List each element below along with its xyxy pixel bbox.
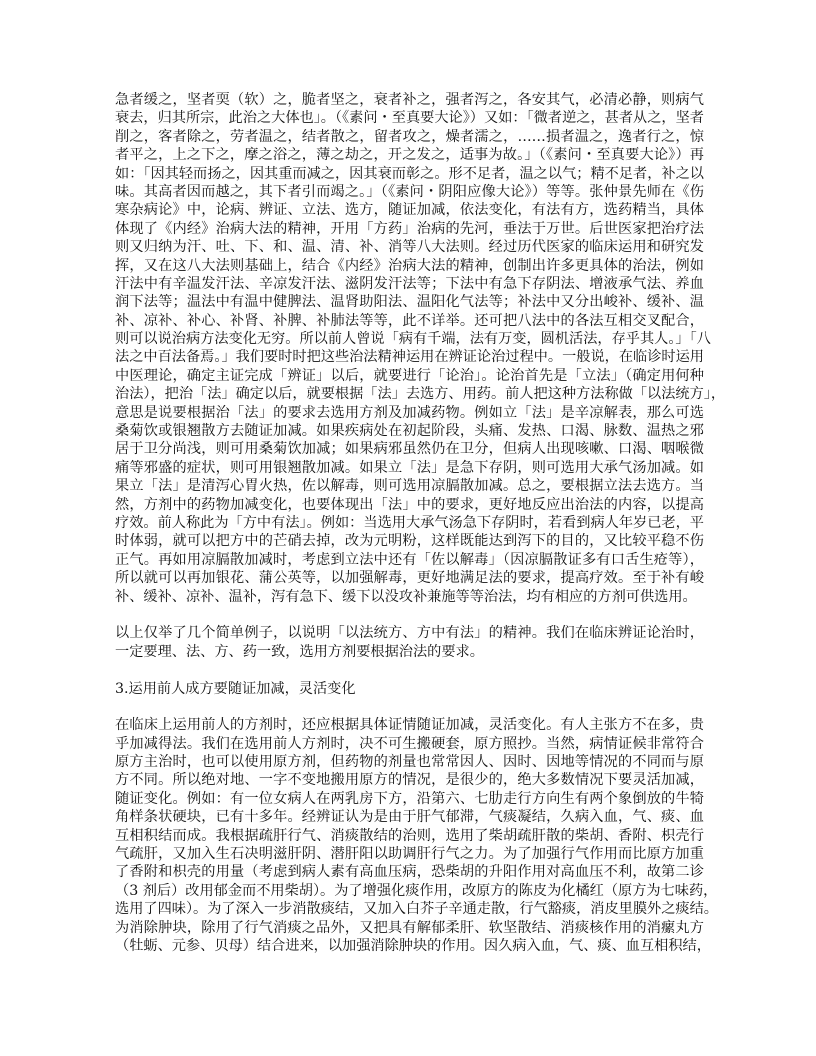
text-line: 正气。再如用凉膈散加减时，考虑到立法中还有「佐以解毒」（因凉膈散证多有口舌生疮等）， — [115, 551, 704, 568]
text-line: 互相积结而成。我根据疏肝行气、消痰散结的治则，选用了柴胡疏肝散的柴胡、香附、枳壳行 — [115, 827, 704, 844]
text-line: 以上仅举了几个简单例子，以说明「以法统方、方中有法」的精神。我们在临床辨证论治时， — [115, 625, 704, 642]
paragraph-2 — [115, 624, 704, 661]
text-line: 法之中百法备焉。」我们要时时把这些治法精神运用在辨证论治过程中。一般说，在临诊时运用 — [115, 349, 704, 366]
text-line: 疗效。前人称此为「方中有法」。例如：当选用大承气汤急下存阴时，若看到病人年岁已老，平 — [115, 514, 704, 531]
text-line: 居于卫分尚浅，则可用桑菊饮加减；如果病邪虽然仍在卫分，但病人出现咳嗽、口渴、咽喉微 — [115, 441, 704, 458]
text-line: 则可以说治病方法变化无穷。所以前人曾说「病有千端，法有万变，圆机活法，存乎其人。」「八 — [115, 331, 711, 348]
text-line: 者平之，上之下之，摩之浴之，薄之劫之，开之发之，适事为故。」（《素问・至真要大论》）再 — [115, 147, 704, 164]
text-line: 果立「法」是清泻心胃火热，佐以解毒，则可选用凉膈散加减。总之，要根据立法去选方。当 — [115, 478, 704, 495]
text-line: 补、凉补、补心、补肾、补脾、补肺法等等，此不详举。还可把八法中的各法互相交叉配合， — [115, 312, 704, 329]
text-line: 乎加减得法。我们在选用前人方剂时，决不可生搬硬套，原方照抄。当然，病情证候非常符合 — [115, 735, 704, 752]
text-line: 如：「因其轻而扬之，因其重而减之，因其衰而彰之。形不足者，温之以气；精不足者，补之以 — [115, 165, 704, 182]
text-line: 寒杂病论》中，论病、辨证、立法、选方，随证加减，依法变化，有法有方，选药精当，具体 — [115, 202, 704, 219]
text-line: （牡蛎、元参、贝母）结合进来，以加强消除肿块的作用。因久病入血，气、痰、血互相积结， — [115, 937, 711, 954]
text-line: 削之，客者除之，劳者温之，结者散之，留者攻之，燥者濡之，……损者温之，逸者行之，惊 — [115, 128, 704, 145]
text-line: 补、缓补、凉补、温补，泻有急下、缓下以没攻补兼施等等治法，均有相应的方剂可供选用。 — [115, 588, 697, 605]
paragraph-1 — [115, 91, 726, 606]
text-line: （3 剂后）改用郁金而不用柴胡）。为了增强化痰作用，改原方的陈皮为化橘红（原方为七味药， — [115, 882, 718, 899]
text-line: 味。其高者因而越之，其下者引而竭之。」（《素问・阴阳应像大论》）等等。张仲景先师在《伤 — [115, 183, 704, 200]
text-line: 原方主治时，也可以使用原方剂，但药物的剂量也常常因人、因时、因地等情况的不同而与原 — [115, 754, 704, 771]
document-page — [115, 91, 726, 974]
text-line: 然，方剂中的药物加减变化，也要体现出「法」中的要求，更好地反应出治法的内容，以提高 — [115, 496, 704, 513]
section-heading: 3.运用前人成方要随证加减，灵活变化 — [115, 680, 356, 697]
text-line: 一定要理、法、方、药一致，选用方剂要根据治法的要求。 — [115, 643, 484, 660]
text-line: 角样条状硬块，已有十多年。经辨证认为是由于肝气郁滞，气痰凝结，久病入血，气、痰、血 — [115, 809, 704, 826]
text-line: 了香附和枳壳的用量（考虑到病人素有高血压病，恐柴胡的升阳作用对高血压不利，故第二诊 — [115, 864, 704, 881]
text-line: 时体弱，就可以把方中的芒硝去掉，改为元明粉，这样既能达到泻下的目的，又比较平稳不伤 — [115, 533, 704, 550]
text-line: 体现了《内经》治病大法的精神，开用「方药」治病的先河，垂法于万世。后世医家把治疗法 — [115, 220, 704, 237]
text-line: 随证变化。例如：有一位女病人在两乳房下方，沿第六、七肋走行方向生有两个象倒放的牛犄 — [115, 790, 704, 807]
paragraph-3 — [115, 716, 718, 955]
text-line: 方不同。所以绝对地、一字不变地搬用原方的情况，是很少的，绝大多数情况下要灵活加减， — [115, 772, 704, 789]
text-line: 挥，又在这八大法则基础上，结合《内经》治病大法的精神，创制出许多更具体的治法，例如 — [115, 257, 704, 274]
text-line: 桑菊饮或银翘散方去随证加减。如果疾病处在初起阶段，头痛、发热、口渴、脉数、温热之邪 — [115, 423, 704, 440]
text-line: 汗法中有辛温发汗法、辛凉发汗法、滋阴发汗法等；下法中有急下存阴法、增液承气法、养血 — [115, 275, 704, 292]
text-line: 痛等邪盛的症状，则可用银翘散加减。如果立「法」是急下存阴，则可选用大承气汤加减。如 — [115, 459, 704, 476]
text-line: 为消除肿块，除用了行气消痰之品外，又把具有解郁柔肝、软坚散结、消痰核作用的消瘰丸方 — [115, 919, 704, 936]
text-line: 气疏肝，又加入生石决明滋肝阴、潜肝阳以助调肝行气之力。为了加强行气作用而比原方加重 — [115, 846, 704, 863]
text-line: 治法），把治「法」确定以后，就要根据「法」去选方、用药。前人把这种方法称做「以法统方」， — [115, 386, 726, 403]
text-line: 则又归纳为汗、吐、下、和、温、清、补、消等八大法则。经过历代医家的临床运用和研究发 — [115, 239, 704, 256]
text-line: 急者缓之，坚者耎（软）之，脆者坚之，衰者补之，强者泻之，各安其气，必清必静，则病气 — [115, 92, 704, 108]
text-line: 中医理论，确定主证完成「辨证」以后，就要进行「论治」。论治首先是「立法」（确定用何种 — [115, 367, 704, 384]
text-line: 润下法等；温法中有温中健脾法、温肾助阳法、温阳化气法等；补法中又分出峻补、缓补、温 — [115, 294, 704, 311]
text-line: 所以就可以再加银花、蒲公英等，以加强解毒，更好地满足法的要求，提高疗效。至于补有峻 — [115, 570, 704, 587]
text-line: 意思是说要根据治「法」的要求去选用方剂及加减药物。例如立「法」是辛凉解表，那么可选 — [115, 404, 704, 421]
text-line: 选用了四味）。为了深入一步消散痰结，又加入白芥子辛通走散，行气豁痰，消皮里膜外之痰结。 — [115, 901, 718, 918]
text-line: 衰去，归其所宗，此治之大体也」。（《素问・至真要大论》）又如：「微者逆之，甚者从之，坚者 — [115, 110, 704, 127]
text-line: 在临床上运用前人的方剂时，还应根据具体证情随证加减，灵活变化。有人主张方不在多，贵 — [115, 717, 704, 734]
